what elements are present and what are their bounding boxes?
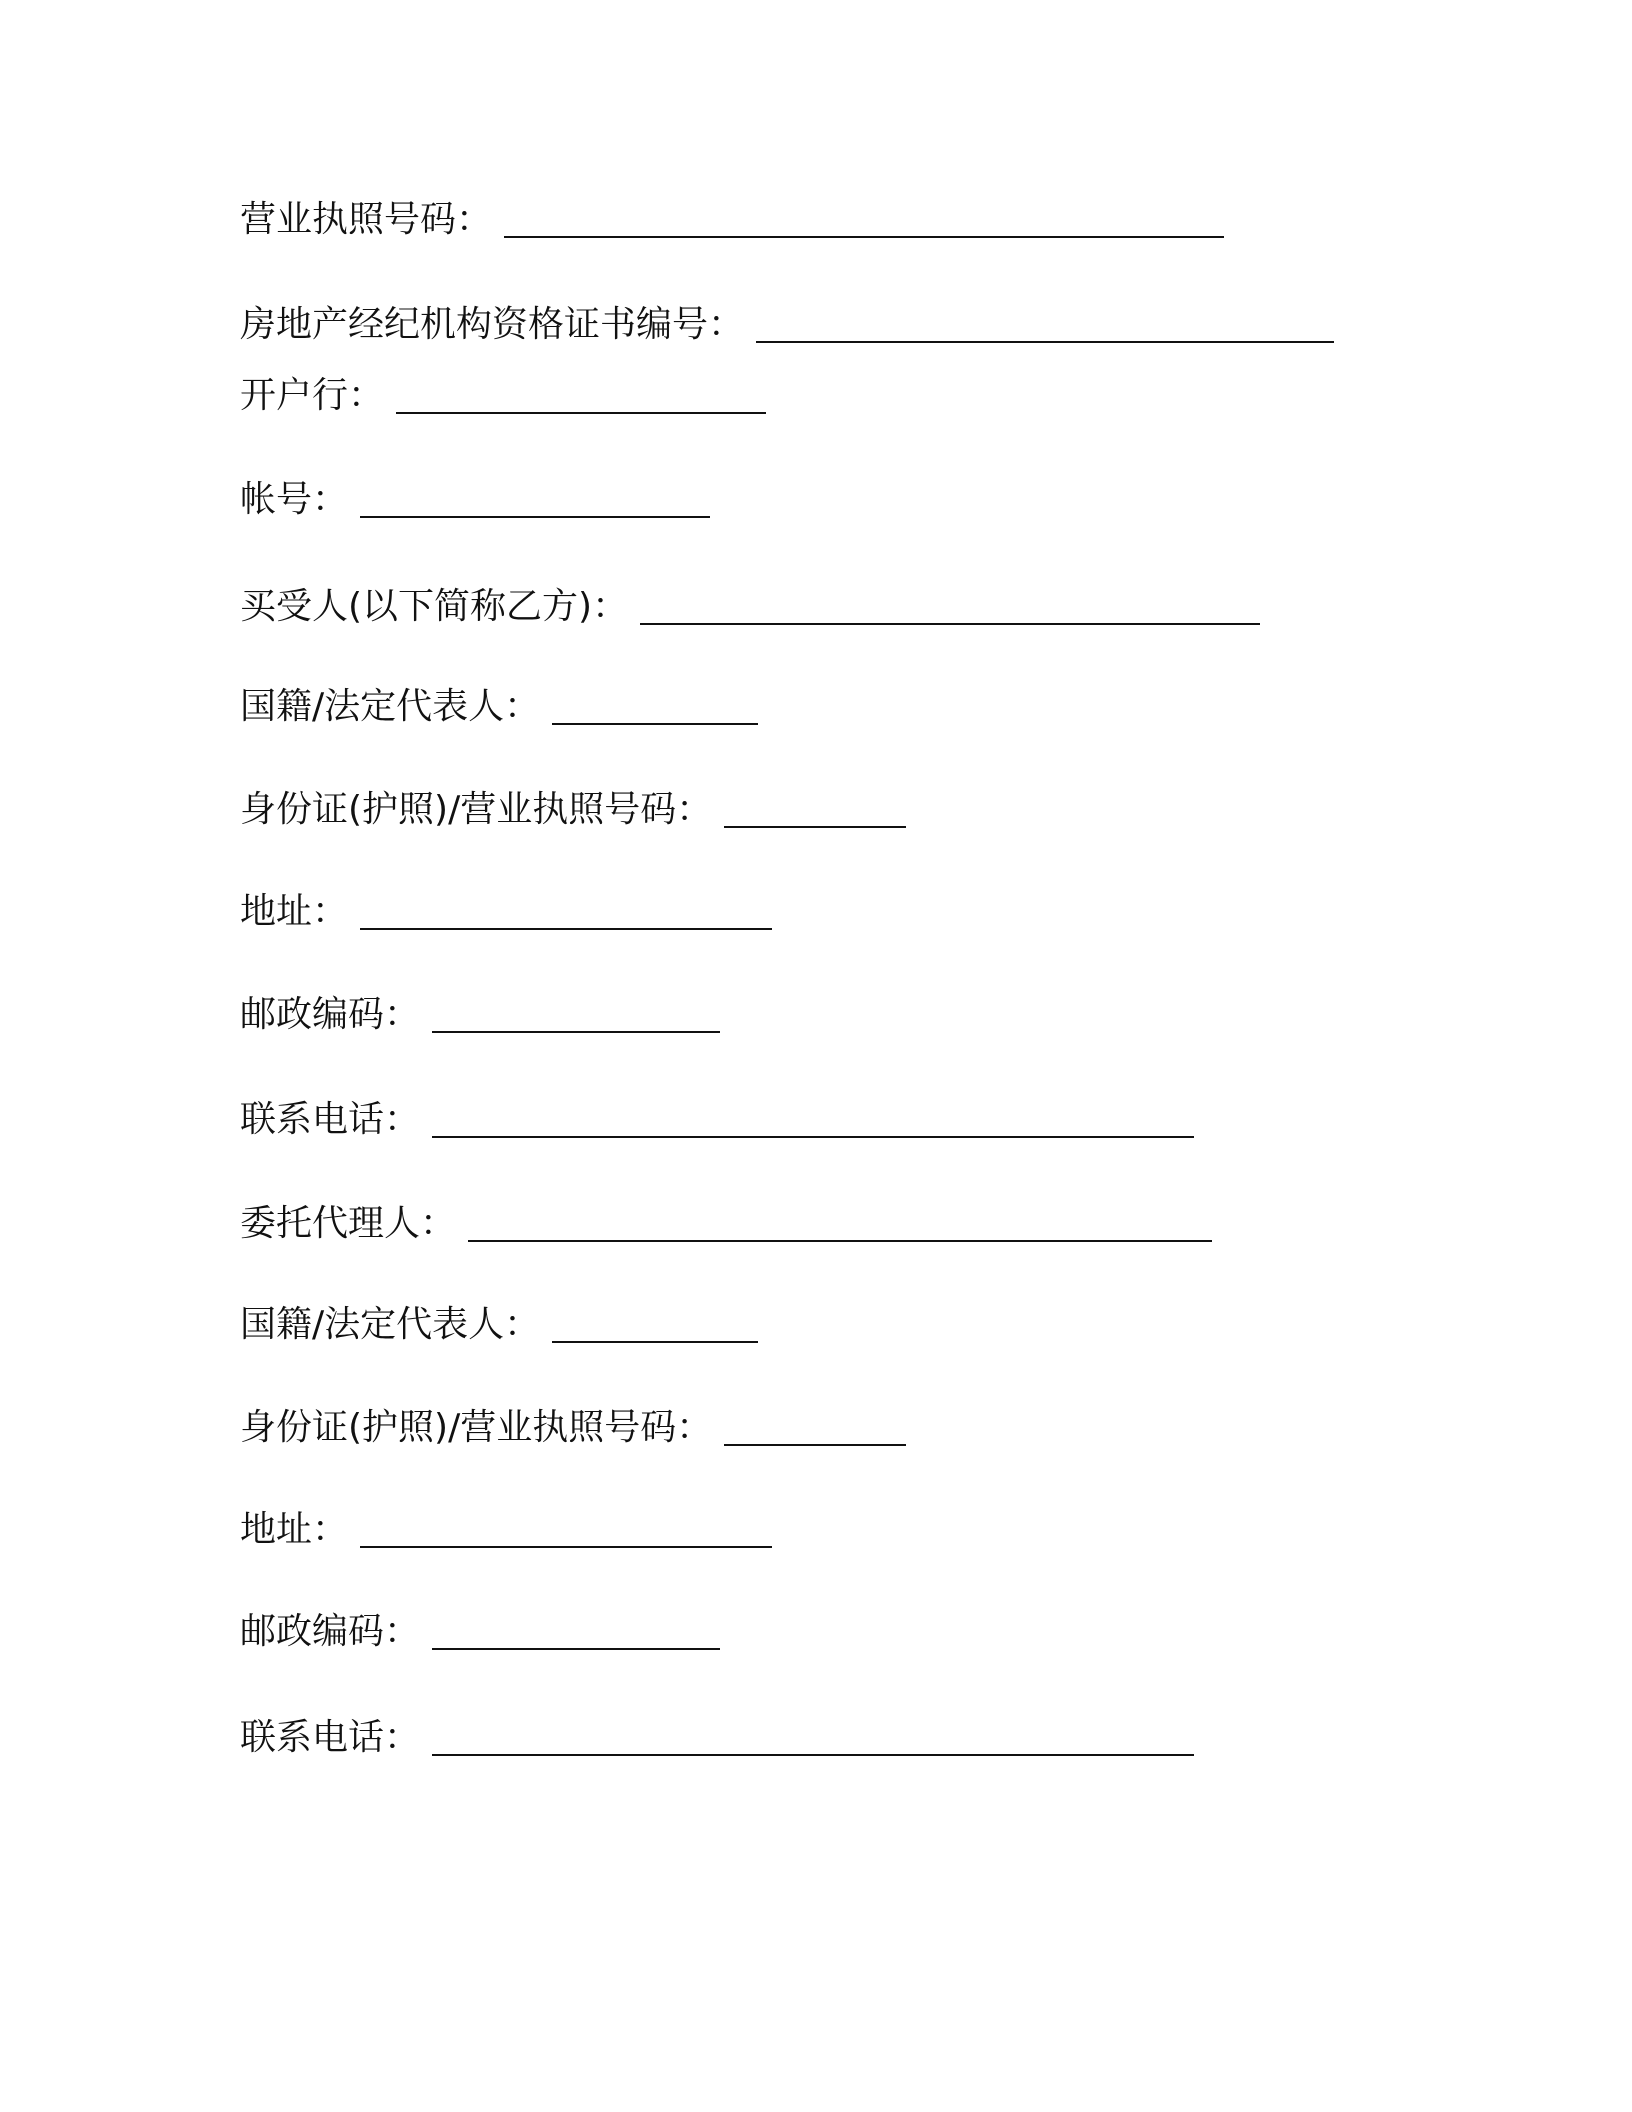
agent-id-number-blank[interactable]	[724, 1414, 906, 1446]
account-number-blank[interactable]	[360, 486, 710, 518]
buyer-field	[240, 585, 1260, 629]
buyer-address-label: 地址：	[240, 891, 349, 932]
agent-address-blank[interactable]	[360, 1516, 772, 1548]
buyer-address-blank[interactable]	[360, 898, 772, 930]
agent-postal-code-field	[240, 1610, 720, 1654]
buyer-postal-code-label: 邮政编码：	[240, 994, 421, 1035]
agent-phone-field	[240, 1716, 1194, 1760]
bank-blank[interactable]	[396, 382, 766, 414]
agent-id-number-field	[240, 1406, 906, 1450]
buyer-postal-code-blank[interactable]	[432, 1001, 720, 1033]
buyer-label: 买受人(以下简称乙方)：	[240, 586, 629, 627]
business-license-number-field	[240, 198, 1224, 242]
business-license-number-blank[interactable]	[504, 206, 1224, 238]
agent-blank[interactable]	[468, 1210, 1212, 1242]
agent-address-label: 地址：	[240, 1509, 349, 1550]
business-license-number-label: 营业执照号码：	[240, 199, 493, 240]
agent-address-field	[240, 1508, 772, 1552]
agent-phone-blank[interactable]	[432, 1724, 1194, 1756]
buyer-phone-blank[interactable]	[432, 1106, 1194, 1138]
bank-field	[240, 374, 766, 418]
agent-postal-code-label: 邮政编码：	[240, 1611, 421, 1652]
bank-label: 开户行：	[240, 375, 385, 416]
agent-label: 委托代理人：	[240, 1203, 457, 1244]
agent-postal-code-blank[interactable]	[432, 1618, 720, 1650]
agent-phone-label: 联系电话：	[240, 1717, 421, 1758]
buyer-id-number-label: 身份证(护照)/营业执照号码：	[240, 789, 713, 830]
buyer-phone-label: 联系电话：	[240, 1099, 421, 1140]
account-number-field	[240, 478, 710, 522]
buyer-id-number-blank[interactable]	[724, 796, 906, 828]
agency-certificate-number-blank[interactable]	[756, 311, 1334, 343]
agent-id-number-label: 身份证(护照)/营业执照号码：	[240, 1407, 713, 1448]
buyer-id-number-field	[240, 788, 906, 832]
buyer-nationality-representative-label: 国籍/法定代表人：	[240, 686, 541, 727]
buyer-blank[interactable]	[640, 593, 1260, 625]
buyer-phone-field	[240, 1098, 1194, 1142]
buyer-nationality-representative-blank[interactable]	[552, 693, 758, 725]
buyer-nationality-representative-field	[240, 685, 758, 729]
agent-field	[240, 1202, 1212, 1246]
agency-certificate-number-field	[240, 303, 1334, 347]
buyer-address-field	[240, 890, 772, 934]
agent-nationality-representative-blank[interactable]	[552, 1311, 758, 1343]
agency-certificate-number-label: 房地产经纪机构资格证书编号：	[240, 304, 745, 345]
buyer-postal-code-field	[240, 993, 720, 1037]
agent-nationality-representative-label: 国籍/法定代表人：	[240, 1304, 541, 1345]
agent-nationality-representative-field	[240, 1303, 758, 1347]
account-number-label: 帐号：	[240, 479, 349, 520]
